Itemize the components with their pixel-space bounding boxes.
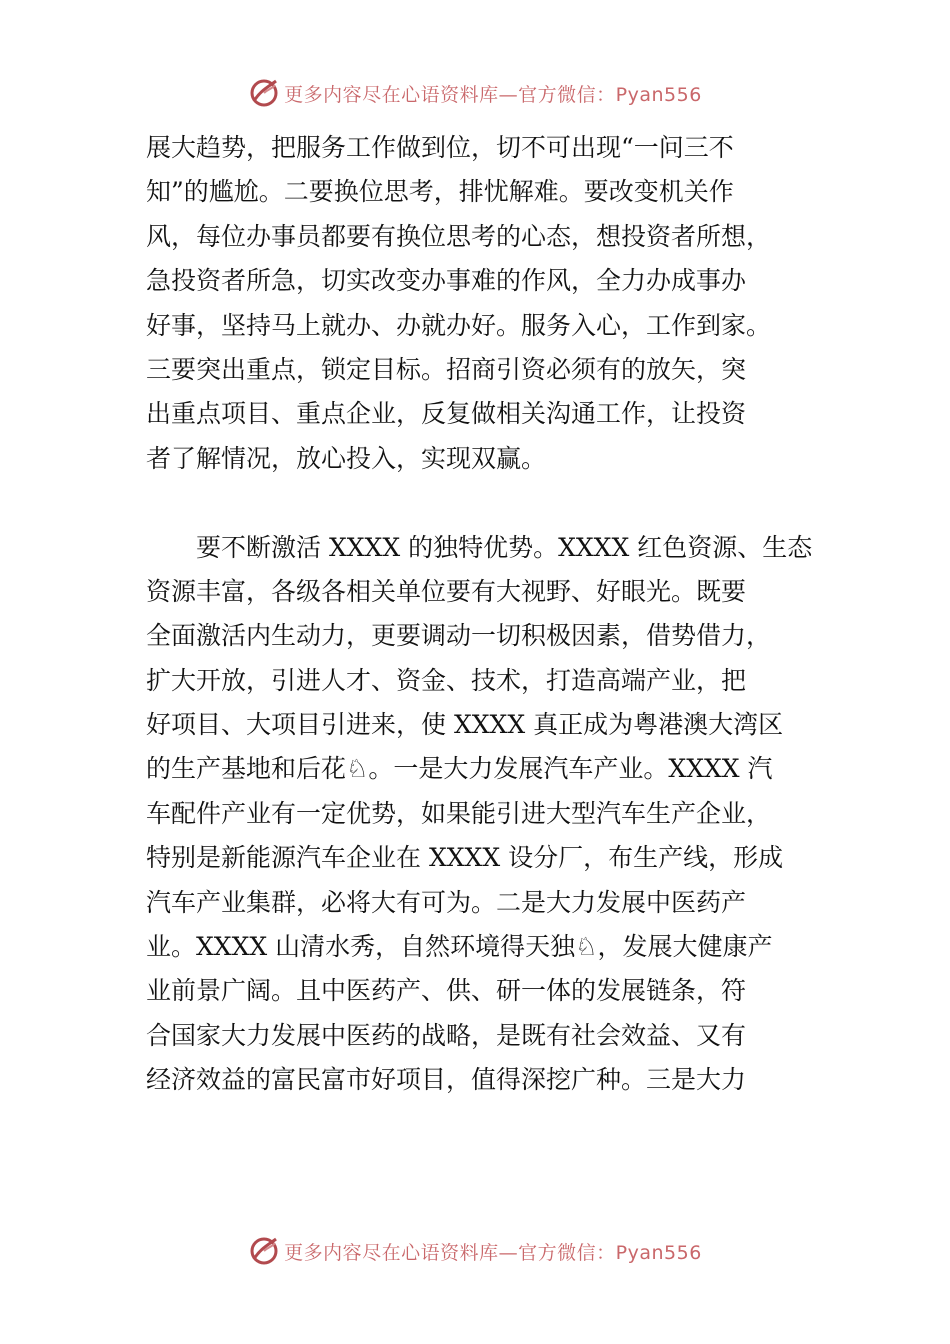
text-line: 者了解情况，放心投入，实现双赢。 — [146, 443, 547, 473]
footer-banner-text — [284, 1238, 702, 1265]
text-line: 展大趋势，把服务工作做到位，切不可出现“一问三不 — [146, 133, 734, 162]
text-line: 知”的尴尬。二要换位思考，排忧解难。要改变机关作 — [146, 177, 734, 207]
text-line: 要不断激活 XXXX 的独特优势。XXXX 红色资源、生态 — [146, 532, 813, 562]
text-line: 业。XXXX 山清水秀，自然环境得天独♘，发展大健康产 — [146, 932, 773, 962]
text-line: 车配件产业有一定优势，如果能引进大型汽车生产企业， — [146, 798, 772, 828]
text-line: 急投资者所急，切实改变办事难的作风，全力办成事办 — [146, 266, 747, 296]
text-line: 好事，坚持马上就办、办就办好。服务入心，工作到家。 — [146, 310, 772, 340]
header-banner-text — [284, 80, 702, 107]
text-line: 汽车产业集群，必将大有可为。二是大力发展中医药产 — [146, 887, 747, 917]
text-line: 的生产基地和后花♘。一是大力发展汽车产业。XXXX 汽 — [146, 754, 773, 784]
swirl-leaf-logo-icon — [248, 1235, 280, 1267]
footer-banner — [0, 1231, 950, 1271]
paragraph-gap — [146, 481, 816, 525]
text-line: 出重点项目、重点企业，反复做相关沟通工作，让投资 — [146, 399, 747, 429]
paragraph-2 — [146, 526, 816, 1103]
text-line: 风，每位办事员都要有换位思考的心态，想投资者所想， — [146, 221, 772, 251]
header-banner-main: 更多内容尽在心语资料库—官方微信： — [284, 83, 616, 106]
text-line: 经济效益的富民富市好项目，值得深挖广种。三是大力 — [146, 1065, 747, 1095]
header-banner — [0, 73, 950, 113]
text-line: 三要突出重点，锁定目标。招商引资必须有的放矢，突 — [146, 354, 747, 384]
paragraph-1 — [146, 126, 816, 481]
text-line: 合国家大力发展中医药的战略，是既有社会效益、又有 — [146, 1020, 747, 1050]
header-wechat-id: Pyan556 — [615, 83, 702, 106]
footer-wechat-id: Pyan556 — [615, 1241, 702, 1264]
document-body — [146, 126, 816, 1103]
text-line: 好项目、大项目引进来，使 XXXX 真正成为粤港澳大湾区 — [146, 710, 784, 740]
swirl-leaf-logo-icon — [248, 77, 280, 109]
text-line: 扩大开放，引进人才、资金、技术，打造高端产业，把 — [146, 665, 747, 695]
text-line: 资源丰富，各级各相关单位要有大视野、好眼光。既要 — [146, 576, 747, 606]
text-line: 全面激活内生动力，更要调动一切积极因素，借势借力， — [146, 621, 772, 651]
footer-banner-main: 更多内容尽在心语资料库—官方微信： — [284, 1241, 616, 1264]
text-line: 业前景广阔。且中医药产、供、研一体的发展链条，符 — [146, 976, 747, 1006]
text-line: 特别是新能源汽车企业在 XXXX 设分厂，布生产线，形成 — [146, 843, 784, 873]
